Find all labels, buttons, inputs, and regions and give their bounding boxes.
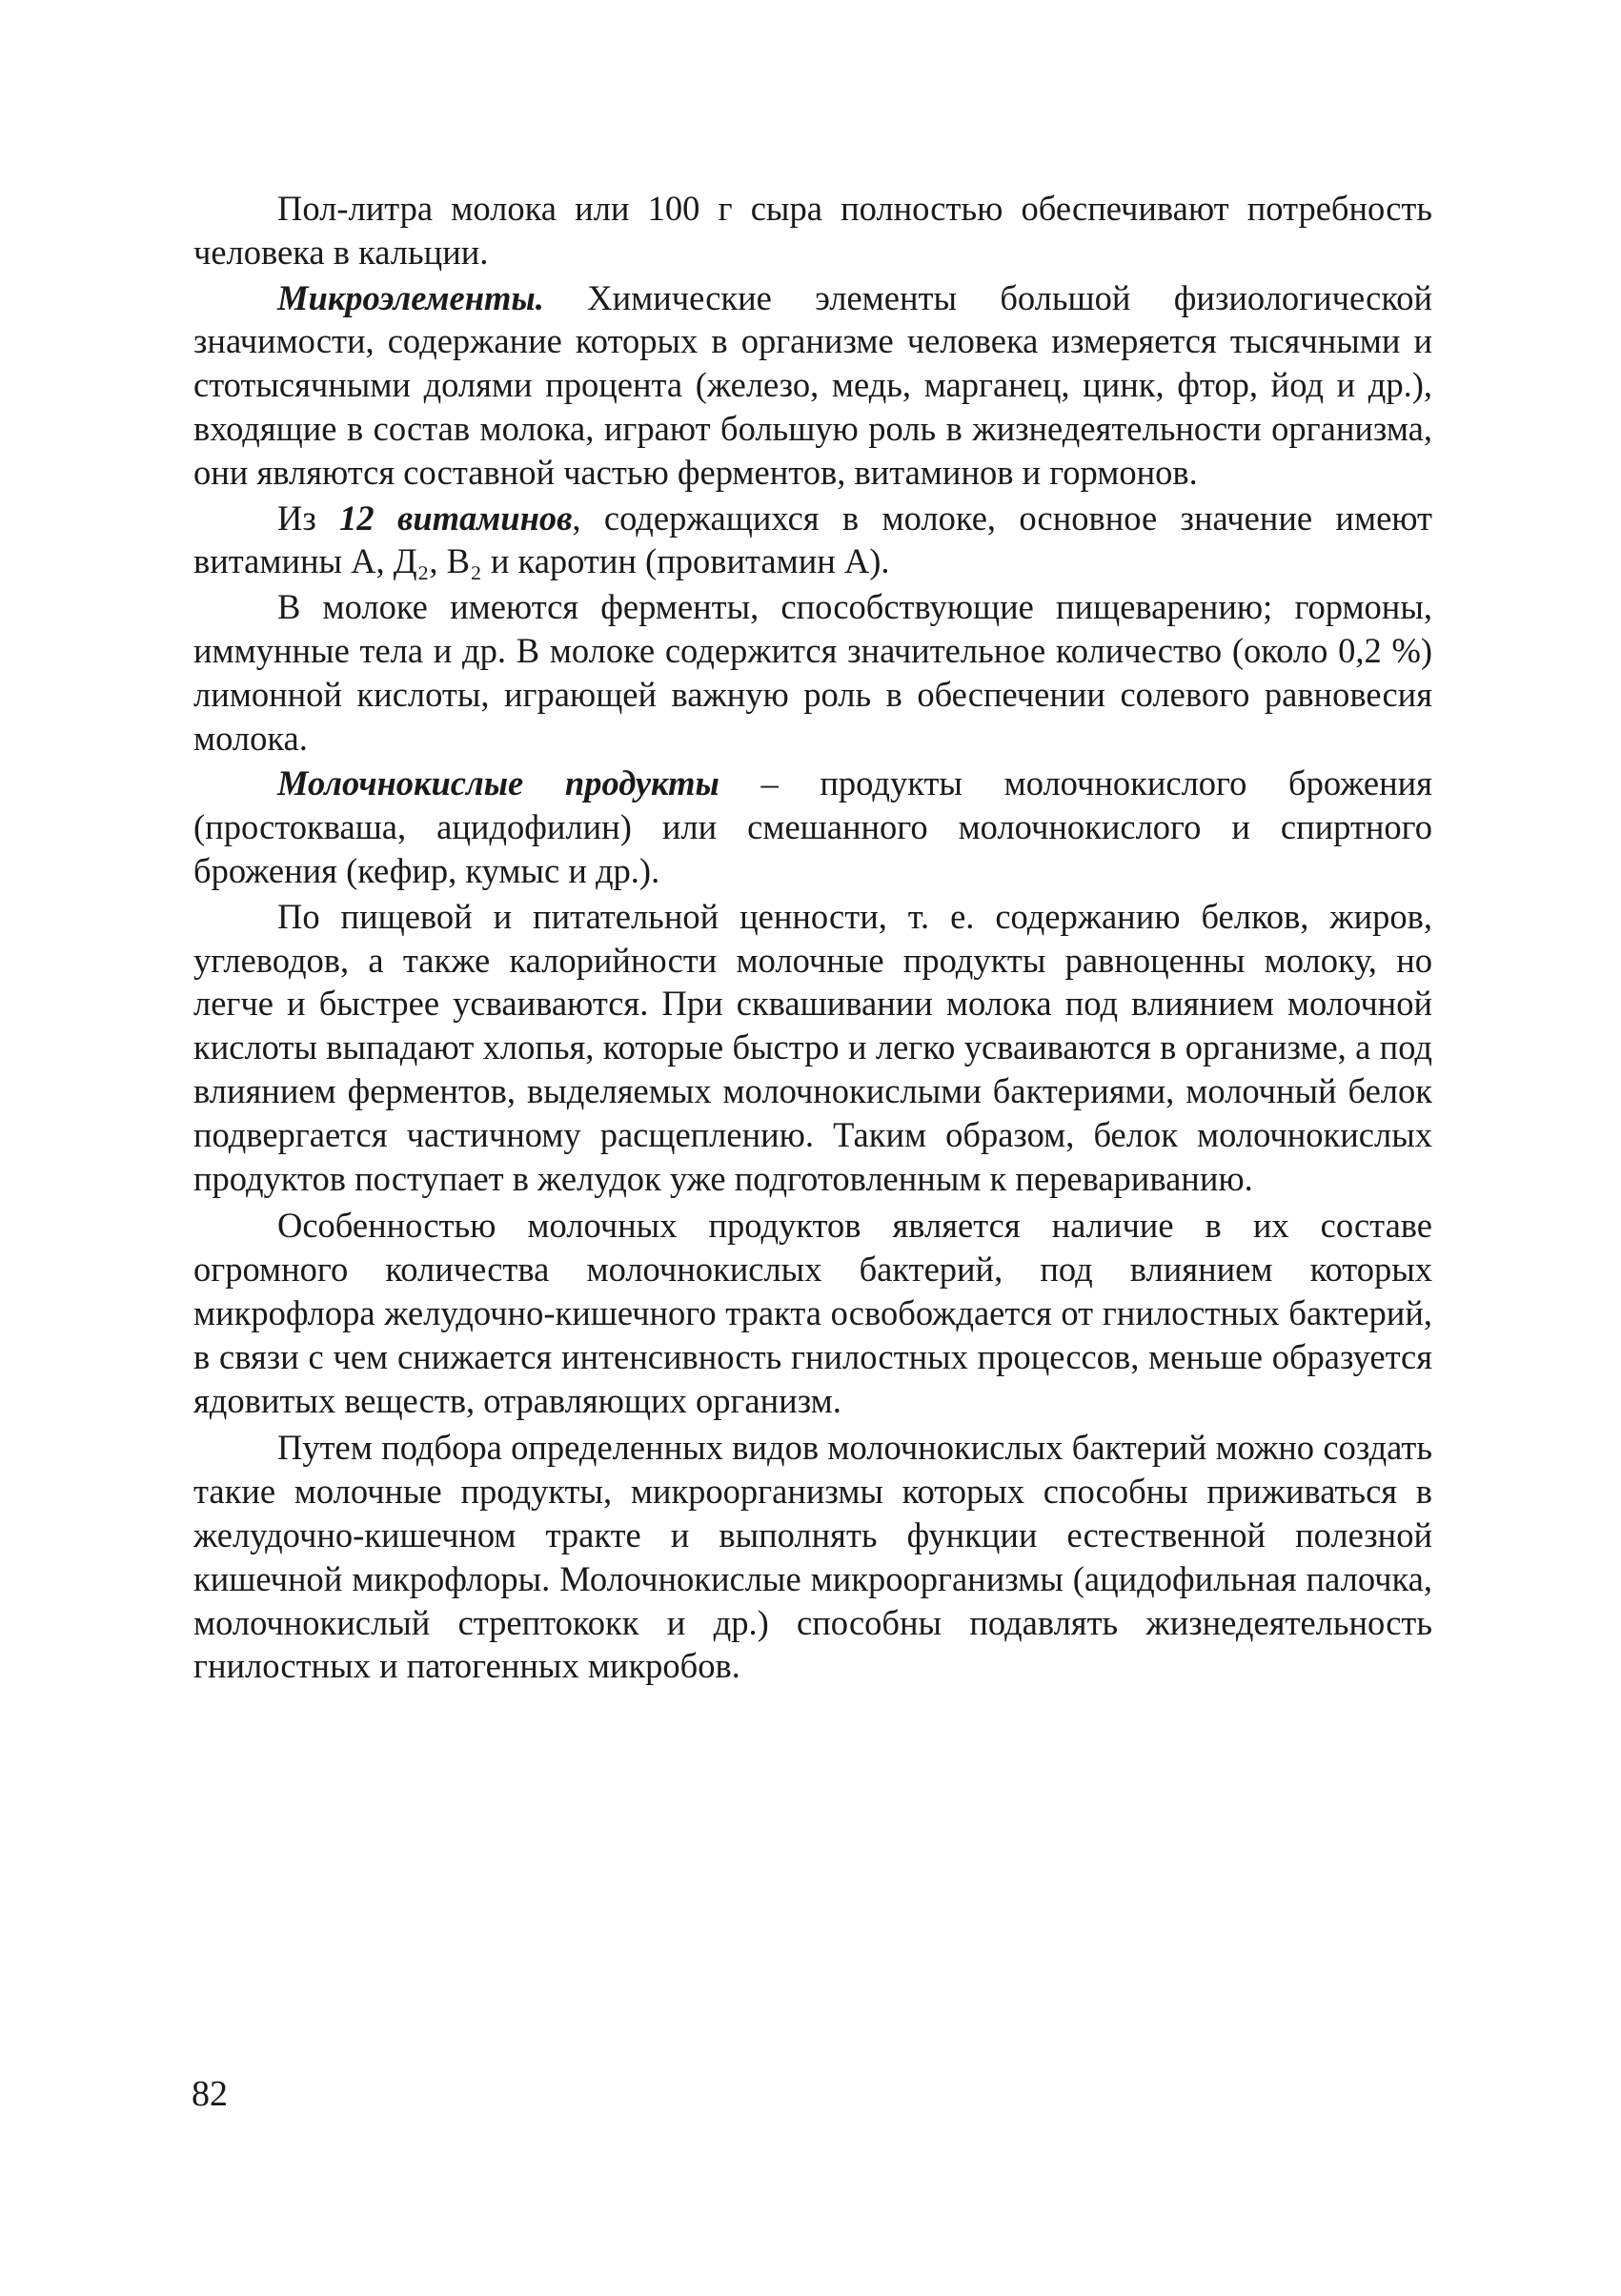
body-text [193, 187, 1432, 1688]
term-vitamins: 12 витаминов [339, 498, 573, 538]
paragraph-vitamins-text: , содержащихся в молоке, основное значение имеют витамины А, Д₂, В₂ и каротин (провитамин А). [193, 498, 1433, 581]
page-number: 82 [192, 2074, 228, 2114]
paragraph-selection: Путем подбора определенных видов молочнокислых бактерий можно создать такие молочные продукты, микроорганизмы которых способны приживаться в желудочно-кишечном тракте и выполнять функции естественной полезной кишечной микрофлоры. Молочнокислые микроорганизмы (ацидофильная палочка, молочнокислый стрептококк и др.) способны подавлять жизнедеятельность гнилостных и патогенных микробов. [193, 1428, 1432, 1686]
term-microelements: Микроэлементы. [277, 277, 544, 317]
paragraph-bacteria-feature: Особенностью молочных продуктов является наличие в их составе огромного количества молочнокислых бактерий, под влиянием которых микрофлора желудочно-кишечного тракта освобождается от гнилостных бактерий, в связи с чем снижается интенсивность гнилостных процессов, меньше образуется ядовитых веществ, отравляющих организм. [193, 1206, 1432, 1420]
paragraph-microelements [193, 276, 1432, 495]
paragraph-microelements-text: Химические элементы большой физиологической значимости, содержание которых в организме человека измеряется тысячными и стотысячными долями процента (железо, медь, марганец, цинк, фтор, йод и др.), входящие в состав молока, играют большую роль в жизнедеятельности организма, они являются составной частью ферментов, витаминов и гормонов. [193, 277, 1432, 492]
paragraph-dairy-products [193, 762, 1432, 892]
paragraph-nutrition-value: По пищевой и питательной ценности, т. е. содержанию белков, жиров, углеводов, а также калорийности молочные продукты равноценны молоку, но легче и быстрее усваиваются. При сквашивании молока под влиянием молочной кислоты выпадают хлопья, которые быстро и легко усваиваются в организме, а под влиянием ферментов, выделяемых молочнокислыми бактериями, молочный белок подвергается частичному расщеплению. Таким образом, белок молочнокислых продуктов поступает в желудок уже подготовленным к перевариванию. [193, 896, 1432, 1198]
paragraph-dairy-products-text: – продукты молочнокислого брожения (простокваша, ацидофилин) или смешанного молочнокислого и спиртного брожения (кефир, кумыс и др.). [193, 763, 1432, 890]
paragraph-vitamins-prefix: Из [277, 498, 340, 538]
paragraph-vitamins [193, 497, 1432, 584]
paragraph-enzymes: В молоке имеются ферменты, способствующие пищеварению; гормоны, иммунные тела и др. В молоке содержится значительное количество (около 0,2 %) лимонной кислоты, играющей важную роль в обеспечении солевого равновесия молока. [193, 587, 1432, 758]
term-dairy-products: Молочнокислые продукты [277, 763, 719, 803]
paragraph-calcium: Пол-литра молока или 100 г сыра полностью обеспечивают потребность человека в кальции. [193, 189, 1432, 272]
